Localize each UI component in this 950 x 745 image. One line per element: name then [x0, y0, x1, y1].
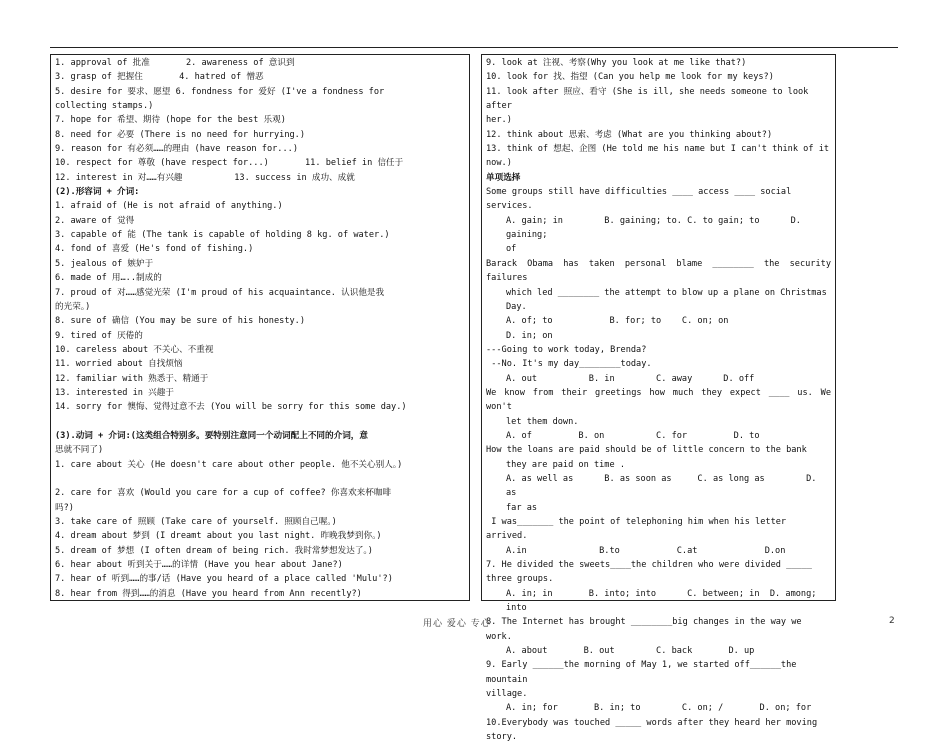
left-column-line: 5. jealous of 嫉妒于 — [55, 258, 154, 269]
right-column-line: A. as well as B. as soon as C. as long as D. as — [506, 473, 822, 499]
right-column-line: ---Going to work today, Brenda? — [486, 344, 647, 355]
right-column-line: Some groups still have difficulties ____ access ____ social services. — [486, 187, 797, 212]
left-column-line: 6. hear about 听到关于……的详情 (Have you hear about Jane?) — [55, 560, 343, 571]
right-column-line: D. in; on — [506, 330, 553, 341]
right-column — [481, 54, 837, 743]
right-column-line: her.) — [486, 115, 512, 126]
left-column-line: 5. dream of 梦想 (I often dream of being rich. 我时常梦想发达了。) — [55, 545, 373, 556]
left-column-line: 3. grasp of 把握住 4. hatred of 憎恶 — [55, 72, 264, 83]
right-column-line: A.in B.to C.at D.on — [506, 545, 786, 556]
right-column-line: let them down. — [506, 416, 579, 427]
right-column-line: We know from their greetings how much they expect ____ us. We won't — [486, 387, 837, 413]
left-column-line: 的光荣。) — [55, 301, 91, 312]
right-column-line: story. — [486, 732, 518, 743]
right-column-line: Barack Obama has taken personal blame ________ the security failures — [486, 258, 837, 284]
left-column-line: 2. care for 喜欢 (Would you care for a cup of coffee? 你喜欢来杯咖啡 — [55, 488, 392, 499]
left-column-line: 1. approval of 批准 2. awareness of 意识到 — [55, 58, 295, 68]
footer-motto: 用心 爱心 专心 — [423, 619, 491, 629]
right-column-line: 单项选择 — [486, 172, 521, 183]
left-column-line: 7. hear of 听到……的事/话 (Have you heard of a place called 'Mulu'?) — [55, 574, 393, 585]
right-column-line: three groups. — [486, 574, 554, 585]
right-column-line: A. out B. in C. away D. off — [506, 373, 755, 384]
right-column-line: 8. The Internet has brought ________big changes in the way we work. — [486, 617, 807, 642]
left-column-line: 4. fond of 喜爱 (He's fond of fishing.) — [55, 244, 254, 255]
left-column-line: 思就不同了) — [55, 445, 104, 456]
right-column-line: Day. — [506, 301, 527, 312]
left-column-line: (3).动词 + 介词:(这类组合特别多。要特别注意同一个动词配上不同的介词，意 — [55, 430, 368, 441]
left-column-line: 4. dream about 梦到 (I dreamt about you last night. 昨晚我梦到你。) — [55, 531, 382, 542]
left-column-line — [55, 472, 465, 486]
left-column-line: 9. reason for 有必须……的理由 (have reason for...) — [55, 144, 298, 155]
left-column-line: 2. aware of 觉得 — [55, 215, 135, 226]
left-column-line: collecting stamps.) — [55, 101, 154, 112]
left-column-line: 吗?) — [55, 502, 74, 513]
right-column-line: village. — [486, 689, 528, 700]
right-column-line: 10. look for 找、指望 (Can you help me look for my keys?) — [486, 72, 774, 83]
right-column-line: 10.Everybody was touched _____ words after they heard her moving — [486, 717, 818, 728]
right-column-line: How the loans are paid should be of little concern to the bank — [486, 445, 807, 456]
right-column-line: far as — [506, 502, 538, 513]
left-column-line — [55, 415, 465, 429]
right-column-line: A. of B. on C. for D. to — [506, 430, 760, 441]
left-column-line: 6. made of 用…..制成的 — [55, 273, 162, 284]
right-column-line: I was_______ the point of telephoning him when his letter arrived. — [486, 517, 792, 542]
right-column-line: they are paid on time . — [506, 459, 625, 470]
left-column-line: 10. careless about 不关心、不重视 — [55, 344, 214, 355]
right-column-line: 11. look after 照应、看守 (She is ill, she needs someone to look after — [486, 86, 814, 112]
right-column-line: 12. think about 思索、考虑 (What are you thinking about?) — [486, 129, 773, 140]
left-column-text — [51, 55, 469, 601]
right-column-text — [482, 55, 835, 745]
left-column-line: 8. need for 必要 (There is no need for hurrying.) — [55, 129, 306, 140]
left-column-line: 14. sorry for 懊悔、觉得过意不去 (You will be sorry for this some day.) — [55, 402, 407, 413]
right-column-line: A. gain; in B. gaining; to. C. to gain; to D. gaining; — [506, 215, 807, 241]
right-column-line: --No. It's my day________today. — [486, 359, 652, 370]
right-column-line: A. about B. out C. back D. up — [506, 646, 755, 657]
left-column-line: 1. care about 关心 (He doesn't care about other people. 他不关心别人。) — [55, 459, 403, 470]
right-column-line: A. in; for B. in; to C. on; / D. on; for — [506, 703, 812, 714]
header-rule — [50, 47, 898, 48]
left-column-line: 9. tired of 厌倦的 — [55, 330, 143, 341]
right-column-line: 9. look at 注视、考察(Why you look at me like that?) — [486, 58, 747, 68]
left-column-line: 10. respect for 尊敬 (have respect for...) 11. belief in 信任于 — [55, 158, 404, 169]
right-column-line: now.) — [486, 158, 512, 169]
left-column-line: (2).形容词 + 介词: — [55, 187, 140, 198]
left-column-line: 8. sure of 确信 (You may be sure of his honesty.) — [55, 316, 306, 327]
left-column-line: 1. afraid of (He is not afraid of anything.) — [55, 201, 283, 212]
left-column-line: 12. interest in 对……有兴趣 13. success in 成功、成就 — [55, 172, 355, 183]
right-column-line: A. of; to B. for; to C. on; on — [506, 316, 729, 327]
left-column-line: 12. familiar with 熟悉于、精通于 — [55, 373, 209, 384]
right-column-line: 9. Early ______the morning of May 1, we started off______the mountain — [486, 660, 802, 685]
right-column-line: of — [506, 244, 517, 255]
right-column-line: 13. think of 想起、企图 (He told me his name but I can't think of it — [486, 144, 830, 155]
left-column-line: 7. hope for 希望、期待 (hope for the best 乐观) — [55, 115, 286, 126]
left-column-line: 3. capable of 能 (The tank is capable of holding 8 kg. of water.) — [55, 230, 390, 241]
right-column-line: which led ________ the attempt to blow up a plane on Christmas — [506, 287, 827, 298]
left-column-line: 13. interested in 兴趣于 — [55, 387, 174, 398]
left-column-line: 11. worried about 自找烦恼 — [55, 359, 183, 370]
left-column — [50, 54, 470, 601]
right-column-line: 7. He divided the sweets____the children who were divided _____ — [486, 560, 812, 571]
left-column-line: 8. hear from 得到……的消息 (Have you heard from Ann recently?) — [55, 588, 362, 599]
left-column-line: 7. proud of 对……感觉光荣 (I'm proud of his acquaintance. 认识他是我 — [55, 287, 385, 298]
left-column-line: 5. desire for 要求、愿望 6. fondness for 爱好 (I've a fondness for — [55, 86, 385, 97]
page-number: 2 — [889, 616, 895, 626]
left-column-line: 3. take care of 照顾 (Take care of yourself. 照顾自己喔。) — [55, 517, 337, 527]
right-column-line: A. in; in B. into; into C. between; in D. among; into — [506, 588, 822, 614]
